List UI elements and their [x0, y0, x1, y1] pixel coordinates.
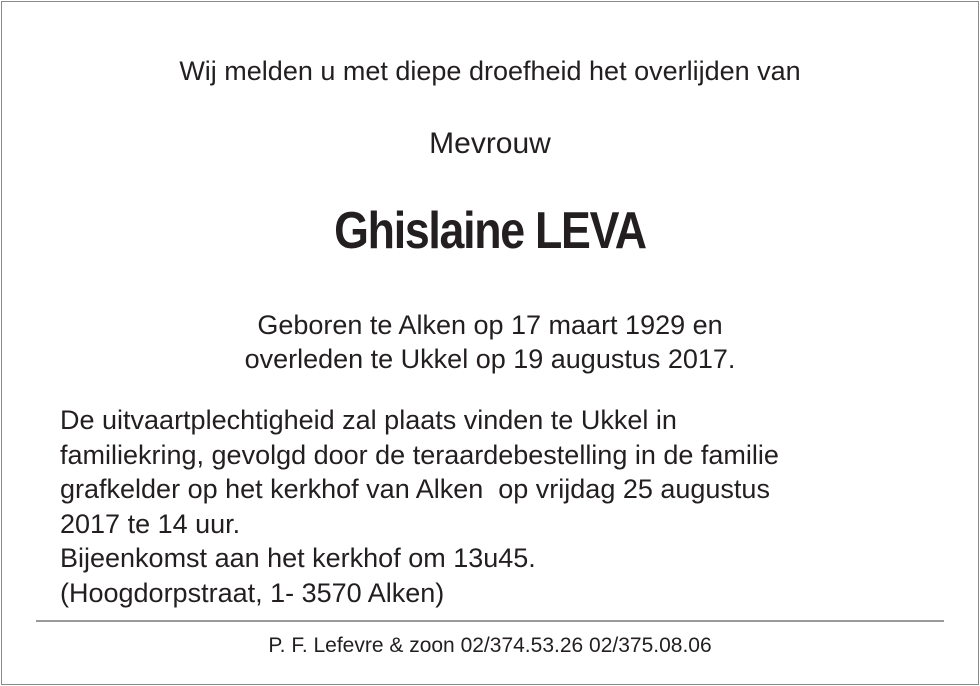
- footer-divider: [36, 620, 944, 622]
- funeral-details: [60, 403, 960, 610]
- details-line: Bijeenkomst aan het kerkhof om 13u45.: [60, 543, 536, 573]
- intro-text: Wij melden u met diepe droefheid het overlijden van: [179, 56, 801, 86]
- funeral-home-footer: P. F. Lefevre & zoon 02/374.53.26 02/375.08.06: [268, 634, 712, 657]
- birth-line: Geboren te Alken op 17 maart 1929 en: [257, 310, 723, 340]
- details-line: (Hoogdorpstraat, 1- 3570 Alken): [60, 577, 445, 608]
- details-line: grafkelder op het kerkhof van Alken op vrijdag 25 augustus: [60, 474, 770, 504]
- details-line: familiekring, gevolgd door de teraardebestelling in de familie: [60, 439, 779, 470]
- birth-death-dates: [0, 308, 980, 376]
- details-line: 2017 te 14 uur.: [60, 508, 241, 539]
- honorific-title: Mevrouw: [429, 127, 551, 160]
- death-line: overleden te Ukkel op 19 augustus 2017.: [244, 344, 736, 374]
- details-line: De uitvaartplechtigheid zal plaats vinden te Ukkel in: [60, 405, 677, 435]
- deceased-name: Ghislaine LEVA: [334, 202, 646, 260]
